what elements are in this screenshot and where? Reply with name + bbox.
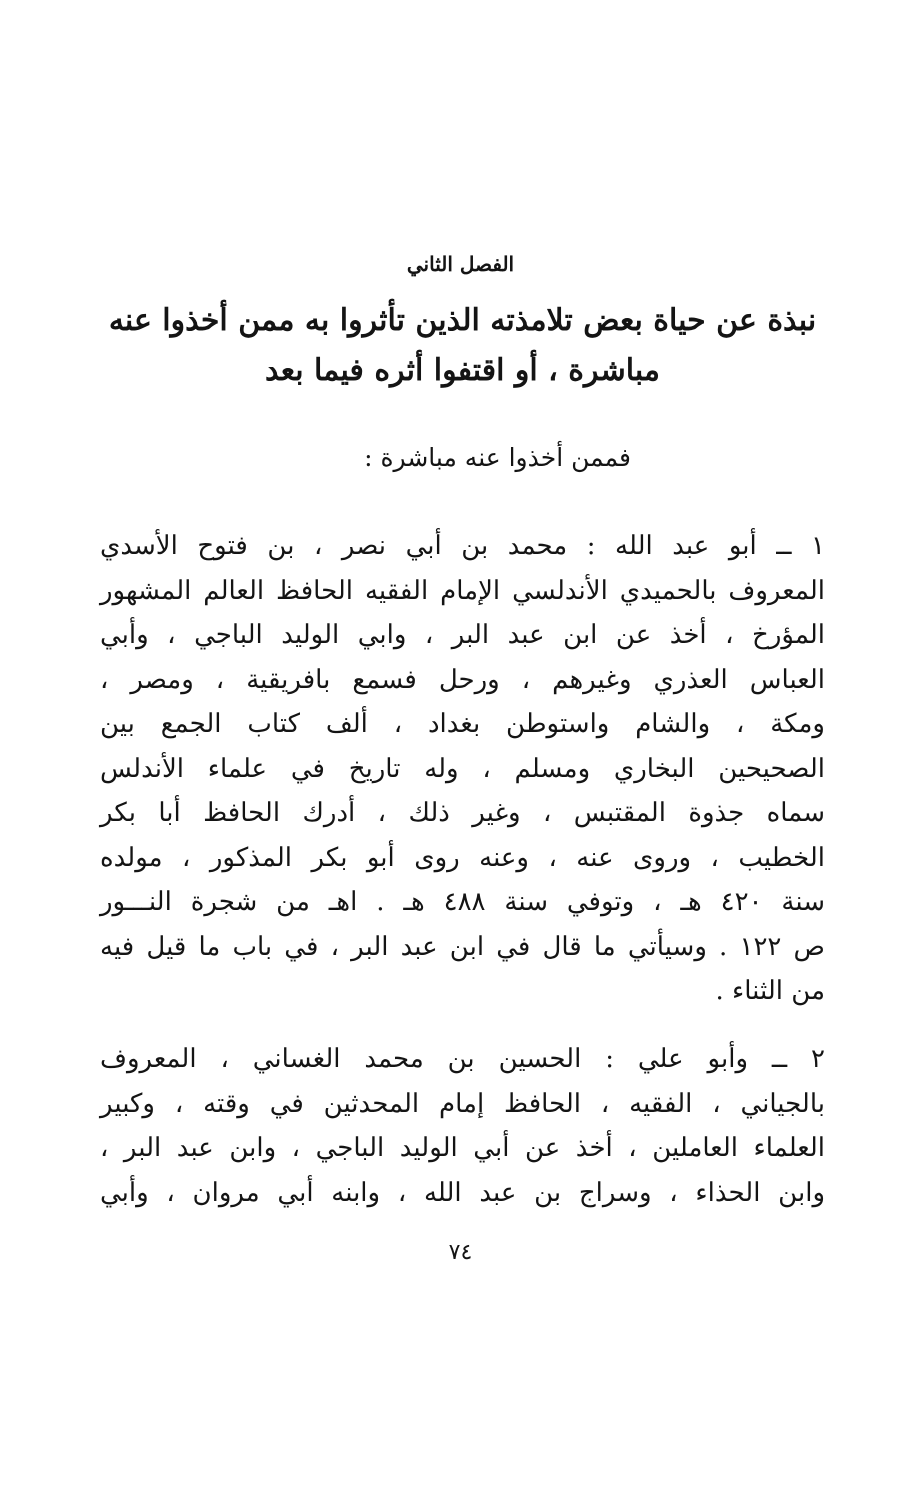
chapter-title-line: مباشرة ، أو اقتفوا أثره فيما بعد — [265, 353, 660, 388]
chapter-title-line: نبذة عن حياة بعض تلامذته الذين تأثروا به ممن أخذوا عنه — [108, 303, 817, 338]
paragraph-line: بالجياني ، الفقيه ، الحافظ إمام المحدثين في وقته ، وكبير — [100, 1088, 825, 1119]
chapter-label: الفصل الثاني — [406, 252, 515, 276]
chapter-title — [100, 296, 825, 396]
paragraph-hamidi — [100, 524, 825, 1014]
paragraph-line: ١ ــ أبو عبد الله : محمد بن أبي نصر ، بن فتوح الأسدي — [100, 531, 825, 561]
paragraph-line: العلماء العاملين ، أخذ عن أبي الوليد الباجي ، وابن عبد البر ، — [100, 1133, 825, 1163]
paragraph-line: من الثناء . — [715, 976, 825, 1006]
paragraph-line: المعروف بالحميدي الأندلسي الإمام الفقيه الحافظ العالم المشهور — [100, 575, 825, 606]
paragraph-line: سماه جذوة المقتبس ، وغير ذلك ، أدرك الحافظ أبا بكر — [100, 798, 825, 828]
paragraph-line: الخطيب ، وروى عنه ، وعنه روى أبو بكر المذكور ، مولده — [100, 842, 825, 873]
paragraph-line: العباس العذري وغيرهم ، ورحل فسمع بافريقية ، ومصر ، — [100, 664, 825, 695]
paragraph-line: وابن الحذاء ، وسراج بن عبد الله ، وابنه أبي مروان ، وأبي — [100, 1177, 825, 1208]
paragraph-line: الصحيحين البخاري ومسلم ، وله تاريخ في علماء الأندلس — [100, 753, 825, 784]
paragraph-line: سنة ٤٢٠ هـ ، وتوفي سنة ٤٨٨ هـ . اهـ من شجرة النـــور — [100, 887, 825, 917]
paragraph-ghassani — [100, 1037, 825, 1215]
paragraph-line: المؤرخ ، أخذ عن ابن عبد البر ، وابي الوليد الباجي ، وأبي — [100, 620, 825, 650]
paragraph-line: ومكة ، والشام واستوطن بغداد ، ألف كتاب الجمع بين — [100, 709, 825, 739]
paragraph-line: ٢ ــ وأبو علي : الحسين بن محمد الغساني ، المعروف — [100, 1044, 826, 1074]
paragraph-line: ص ١٢٢ . وسيأتي ما قال في ابن عبد البر ، في باب ما قيل فيه — [100, 931, 825, 962]
page-number: ٧٤ — [448, 1240, 473, 1265]
intro-text: فممن أخذوا عنه مباشرة : — [364, 443, 631, 472]
